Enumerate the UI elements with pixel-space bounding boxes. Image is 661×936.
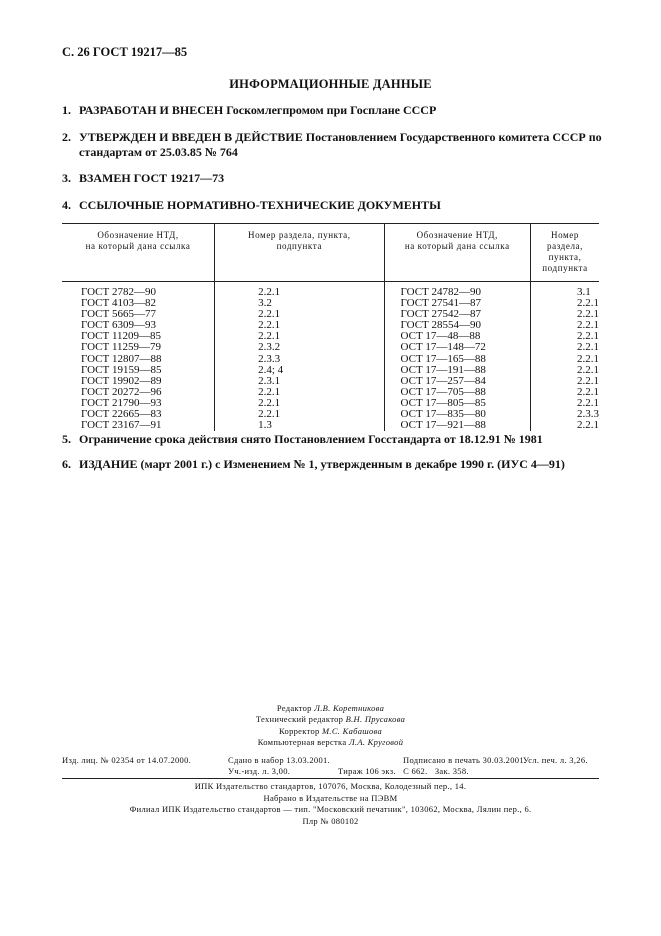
section-number: 2.2.1 — [531, 376, 600, 387]
info-item-1 — [62, 103, 607, 118]
print-run: Тираж 106 экз. — [338, 766, 396, 776]
section-number: 2.2.1 — [531, 420, 600, 431]
item-text: ИЗДАНИЕ (март 2001 г.) с Изменением № 1, утвержденным в декабре 1990 г. (ИУС 4—91) — [79, 457, 565, 471]
column-header-line: подпункта — [276, 241, 323, 251]
ntd-designation: ГОСТ 23167—91 — [81, 419, 162, 432]
section-number: 2.2.1 — [531, 365, 600, 376]
section-number: 2.2.1 — [215, 409, 384, 420]
section-number: 2.2.1 — [215, 387, 384, 398]
tech-editor-line — [0, 714, 661, 725]
person-name: М.С. Кабашова — [322, 725, 383, 736]
person-name: В.Н. Прусакова — [345, 714, 406, 725]
table-row — [62, 282, 599, 299]
item-number: 4. — [62, 198, 71, 212]
footer-divider — [62, 778, 599, 779]
typeset-note: Набрано в Издательстве на ПЭВМ — [263, 792, 398, 803]
column-header — [62, 224, 215, 282]
license-plr: Плр № 080102 — [302, 815, 359, 826]
info-item-5 — [62, 432, 607, 447]
publisher-sheets: Уч.-изд. л. 3,00. — [228, 766, 291, 776]
ntd-designation: ГОСТ 19159—85 — [81, 363, 162, 376]
section-number: 2.2.1 — [215, 282, 384, 299]
ntd-designation: ГОСТ 19902—89 — [81, 374, 162, 387]
item-text: Ограничение срока действия снято Постановлением Госстандарта от 18.12.91 № 1981 — [79, 432, 543, 446]
ntd-designation: ОСТ 17—191—88 — [384, 365, 530, 376]
publishing-run — [338, 766, 469, 777]
column-header — [215, 224, 384, 282]
section-number: 3.2 — [215, 298, 384, 309]
section-number: 1.3 — [215, 420, 384, 431]
section-number: 2.3.2 — [215, 342, 384, 353]
reference-documents-table — [62, 223, 599, 431]
ntd-designation: ГОСТ 21790—93 — [81, 396, 162, 409]
section-number: 2.2.1 — [531, 331, 600, 342]
ntd-designation: ГОСТ 2782—90 — [81, 286, 156, 298]
section-number: 2.2.1 — [215, 398, 384, 409]
section-number: 2.2.1 — [531, 320, 600, 331]
ntd-designation: ГОСТ 22665—83 — [81, 408, 162, 421]
ntd-designation: ОСТ 17—805—85 — [384, 398, 530, 409]
page-title: ИНФОРМАЦИОННЫЕ ДАННЫЕ — [229, 77, 432, 91]
table-row — [62, 354, 599, 365]
item-text: ВЗАМЕН ГОСТ 19217—73 — [79, 171, 225, 185]
table-header-row — [62, 224, 599, 282]
ntd-designation: ОСТ 17—257—84 — [384, 376, 530, 387]
table-row — [62, 420, 599, 431]
column-header-line: на который дана ссылка — [404, 241, 510, 251]
print-code: С 662. — [403, 766, 428, 776]
section-number: 2.2.1 — [531, 398, 600, 409]
section-number: 2.4; 4 — [215, 365, 384, 376]
ntd-designation: ОСТ 17—921—88 — [384, 420, 530, 431]
print-signed-date: Подписано в печать 30.03.2001. — [403, 755, 527, 765]
role-label: Технический редактор — [255, 714, 344, 725]
editorial-imprint — [0, 703, 661, 748]
column-header-line: Номер раздела, пункта, — [248, 230, 351, 240]
section-number: 2.2.1 — [215, 309, 384, 320]
ntd-designation: ГОСТ 12807—88 — [81, 352, 162, 365]
typeset-date: Сдано в набор 13.03.2001. — [228, 755, 330, 765]
editor-line — [0, 703, 661, 714]
table-body — [62, 282, 599, 432]
info-item-6 — [62, 457, 607, 472]
column-header — [531, 224, 600, 282]
page-header: С. 26 ГОСТ 19217—85 — [62, 45, 188, 59]
publisher-address: ИПК Издательство стандартов, 107076, Москва, Колодезный пер., 14. — [194, 781, 467, 791]
item-text: РАЗРАБОТАН И ВНЕСЕН Госкомлегпромом при Госплане СССР — [79, 103, 437, 117]
section-number: 2.2.1 — [215, 331, 384, 342]
ntd-designation: ГОСТ 4103—82 — [81, 297, 156, 310]
item-number: 5. — [62, 432, 71, 446]
section-number: 2.3.3 — [215, 354, 384, 365]
column-header-line: Номер раздела, пункта, — [547, 230, 583, 262]
ntd-designation: ОСТ 17—835—80 — [384, 409, 530, 420]
publisher-footer — [0, 781, 661, 827]
item-text-continuation: стандартам от 25.03.85 № 764 — [79, 145, 238, 159]
printer-address: Филиал ИПК Издательство стандартов — тип. "Московский печатник", 103062, Москва, Лялин пер., 6. — [129, 804, 532, 814]
section-number: 2.2.1 — [531, 298, 600, 309]
role-label: Компьютерная верстка — [257, 736, 347, 747]
column-header-line: на который дана ссылка — [85, 241, 191, 251]
section-number: 2.3.3 — [531, 409, 600, 420]
ntd-designation: ГОСТ 5665—77 — [81, 308, 156, 321]
publishing-typeset — [228, 755, 330, 777]
ntd-designation: ОСТ 17—48—88 — [384, 331, 530, 342]
section-number: 2.2.1 — [531, 387, 600, 398]
ntd-designation: ГОСТ 11209—85 — [81, 330, 162, 343]
item-text: ССЫЛОЧНЫЕ НОРМАТИВНО-ТЕХНИЧЕСКИЕ ДОКУМЕНТЫ — [79, 198, 441, 212]
role-label: Редактор — [276, 703, 312, 713]
person-name: Л.В. Коретникова — [314, 703, 385, 713]
column-header-line: Обозначение НТД, — [416, 230, 498, 240]
ntd-designation: ГОСТ 27542—87 — [384, 309, 530, 320]
license-number: Изд. лиц. № 02354 от 14.07.2000. — [62, 755, 192, 765]
role-label: Корректор — [278, 725, 320, 736]
section-number: 2.3.1 — [215, 376, 384, 387]
column-header-line: Обозначение НТД, — [97, 230, 179, 240]
column-header — [384, 224, 530, 282]
person-name: Л.А. Круговой — [348, 736, 404, 747]
ntd-designation: ГОСТ 11259—79 — [81, 341, 162, 354]
ntd-designation: ГОСТ 6309—93 — [81, 319, 156, 332]
layout-line — [0, 737, 661, 748]
info-item-3 — [62, 171, 607, 186]
ntd-designation: ГОСТ 27541—87 — [384, 298, 530, 309]
item-text: УТВЕРЖДЕН И ВВЕДЕН В ДЕЙСТВИЕ Постановлением Государственного комитета СССР по — [79, 130, 602, 144]
ntd-designation: ОСТ 17—165—88 — [384, 354, 530, 365]
publishing-sheets — [523, 755, 588, 766]
ntd-designation: ОСТ 17—148—72 — [384, 342, 530, 353]
ntd-designation: ОСТ 17—705—88 — [384, 387, 530, 398]
item-number: 6. — [62, 457, 71, 471]
print-sheets: Усл. печ. л. 3,26. — [523, 755, 588, 765]
ntd-designation: ГОСТ 28554—90 — [384, 320, 530, 331]
order-number: Зак. 358. — [434, 766, 469, 776]
section-number: 2.2.1 — [531, 342, 600, 353]
item-number: 2. — [62, 130, 71, 144]
ntd-designation: ГОСТ 24782—90 — [384, 282, 530, 299]
publishing-license — [62, 755, 191, 766]
item-number: 1. — [62, 103, 71, 117]
section-number: 2.2.1 — [215, 320, 384, 331]
info-item-4 — [62, 198, 607, 213]
publishing-signed — [403, 755, 526, 766]
item-number: 3. — [62, 171, 71, 185]
section-number: 2.2.1 — [531, 309, 600, 320]
section-number: 2.2.1 — [531, 354, 600, 365]
info-item-2 — [62, 130, 607, 160]
ntd-designation: ГОСТ 20272—96 — [81, 385, 162, 398]
section-number: 3.1 — [531, 282, 600, 299]
column-header-line: подпункта — [542, 263, 588, 273]
table-row — [62, 342, 599, 353]
corrector-line — [0, 726, 661, 737]
